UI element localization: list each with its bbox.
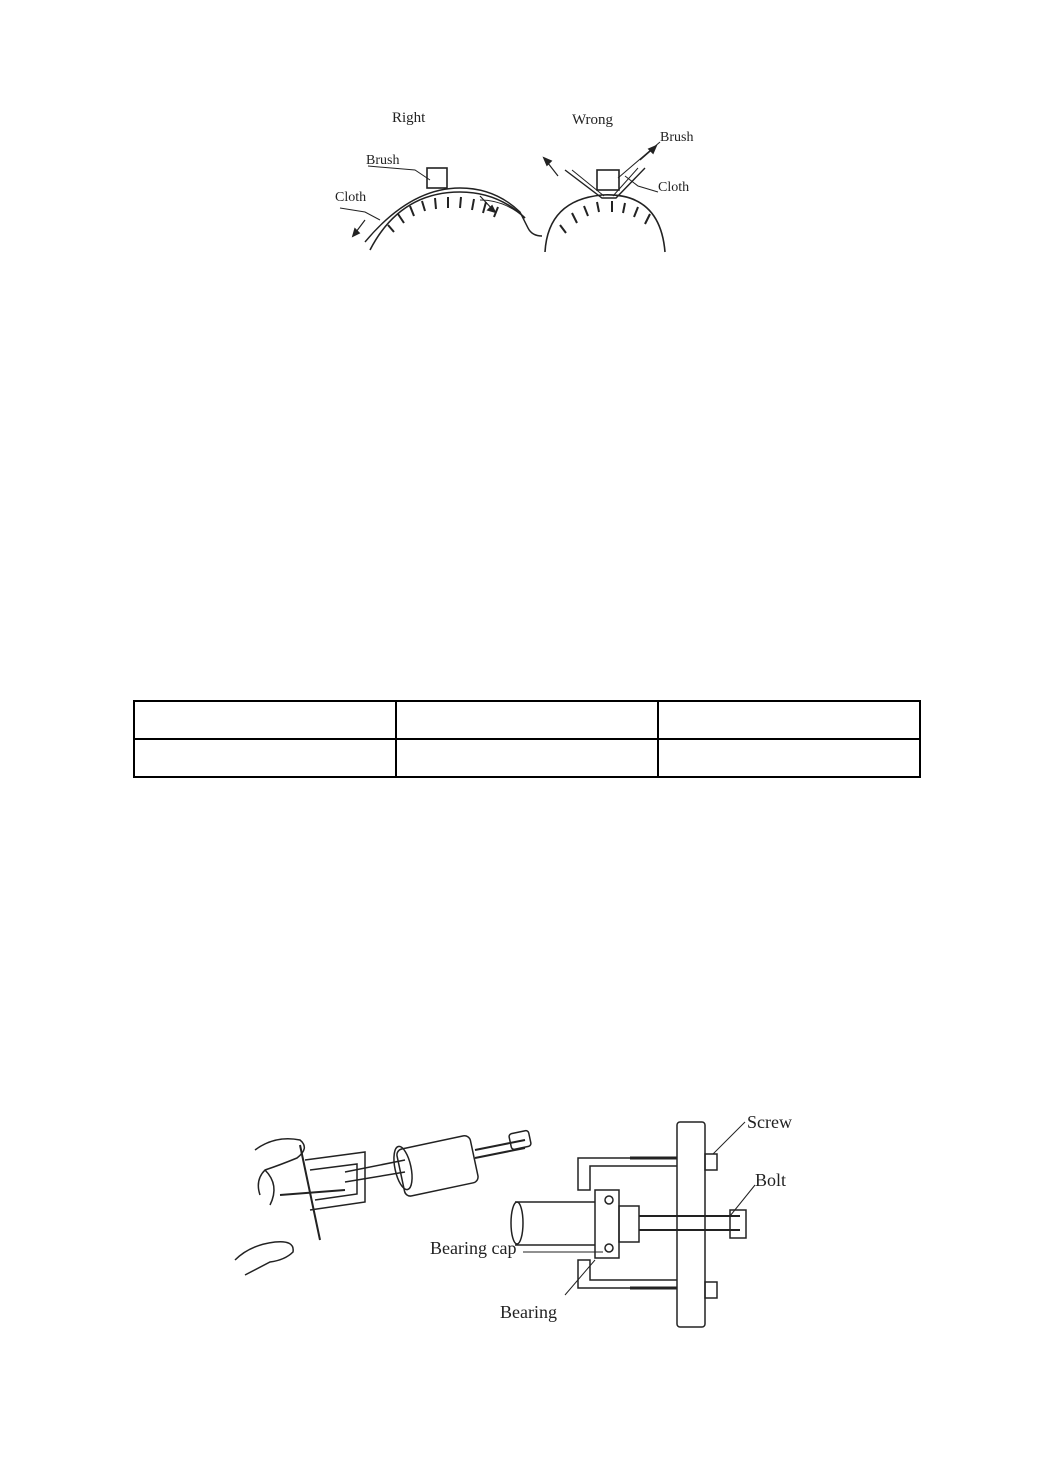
lower-puller-arm [578, 1260, 677, 1288]
wrong-brush-box [597, 170, 619, 190]
data-table [133, 700, 921, 778]
right-brush-box [427, 168, 447, 188]
table-cell [658, 701, 920, 739]
wrong-cloth-label: Cloth [658, 180, 690, 195]
upper-hand [255, 1139, 304, 1195]
lower-hand [235, 1242, 293, 1275]
wrong-brush-label: Brush [660, 130, 694, 145]
lower-screw [705, 1282, 717, 1298]
table-cell [396, 739, 658, 777]
motor-shaft [515, 1202, 595, 1245]
upper-screw [705, 1154, 717, 1170]
motor-body [396, 1135, 479, 1198]
bearing-label: Bearing [500, 1302, 557, 1322]
table-row [134, 701, 920, 739]
table-cell [134, 701, 396, 739]
bearing-body [595, 1190, 619, 1258]
screw-label: Screw [747, 1112, 792, 1132]
bearing-puller-figure [225, 1110, 815, 1335]
right-title: Right [392, 110, 426, 126]
table-cell [658, 739, 920, 777]
wrong-title: Wrong [572, 112, 614, 128]
table-row [134, 739, 920, 777]
bolt-head [730, 1210, 746, 1238]
bolt-label: Bolt [755, 1170, 787, 1190]
commutator-cleaning-figure [320, 100, 740, 265]
upper-puller-arm [578, 1158, 677, 1190]
table-cell [396, 701, 658, 739]
puller-plate [677, 1122, 705, 1327]
wrong-commutator-arc [545, 195, 665, 252]
table-cell [134, 739, 396, 777]
right-brush-label: Brush [366, 153, 400, 168]
right-cloth-label: Cloth [335, 190, 367, 205]
right-cloth-strip [365, 188, 542, 242]
wrong-cloth-v [565, 168, 645, 198]
bearing-cap-label: Bearing cap [430, 1238, 517, 1258]
